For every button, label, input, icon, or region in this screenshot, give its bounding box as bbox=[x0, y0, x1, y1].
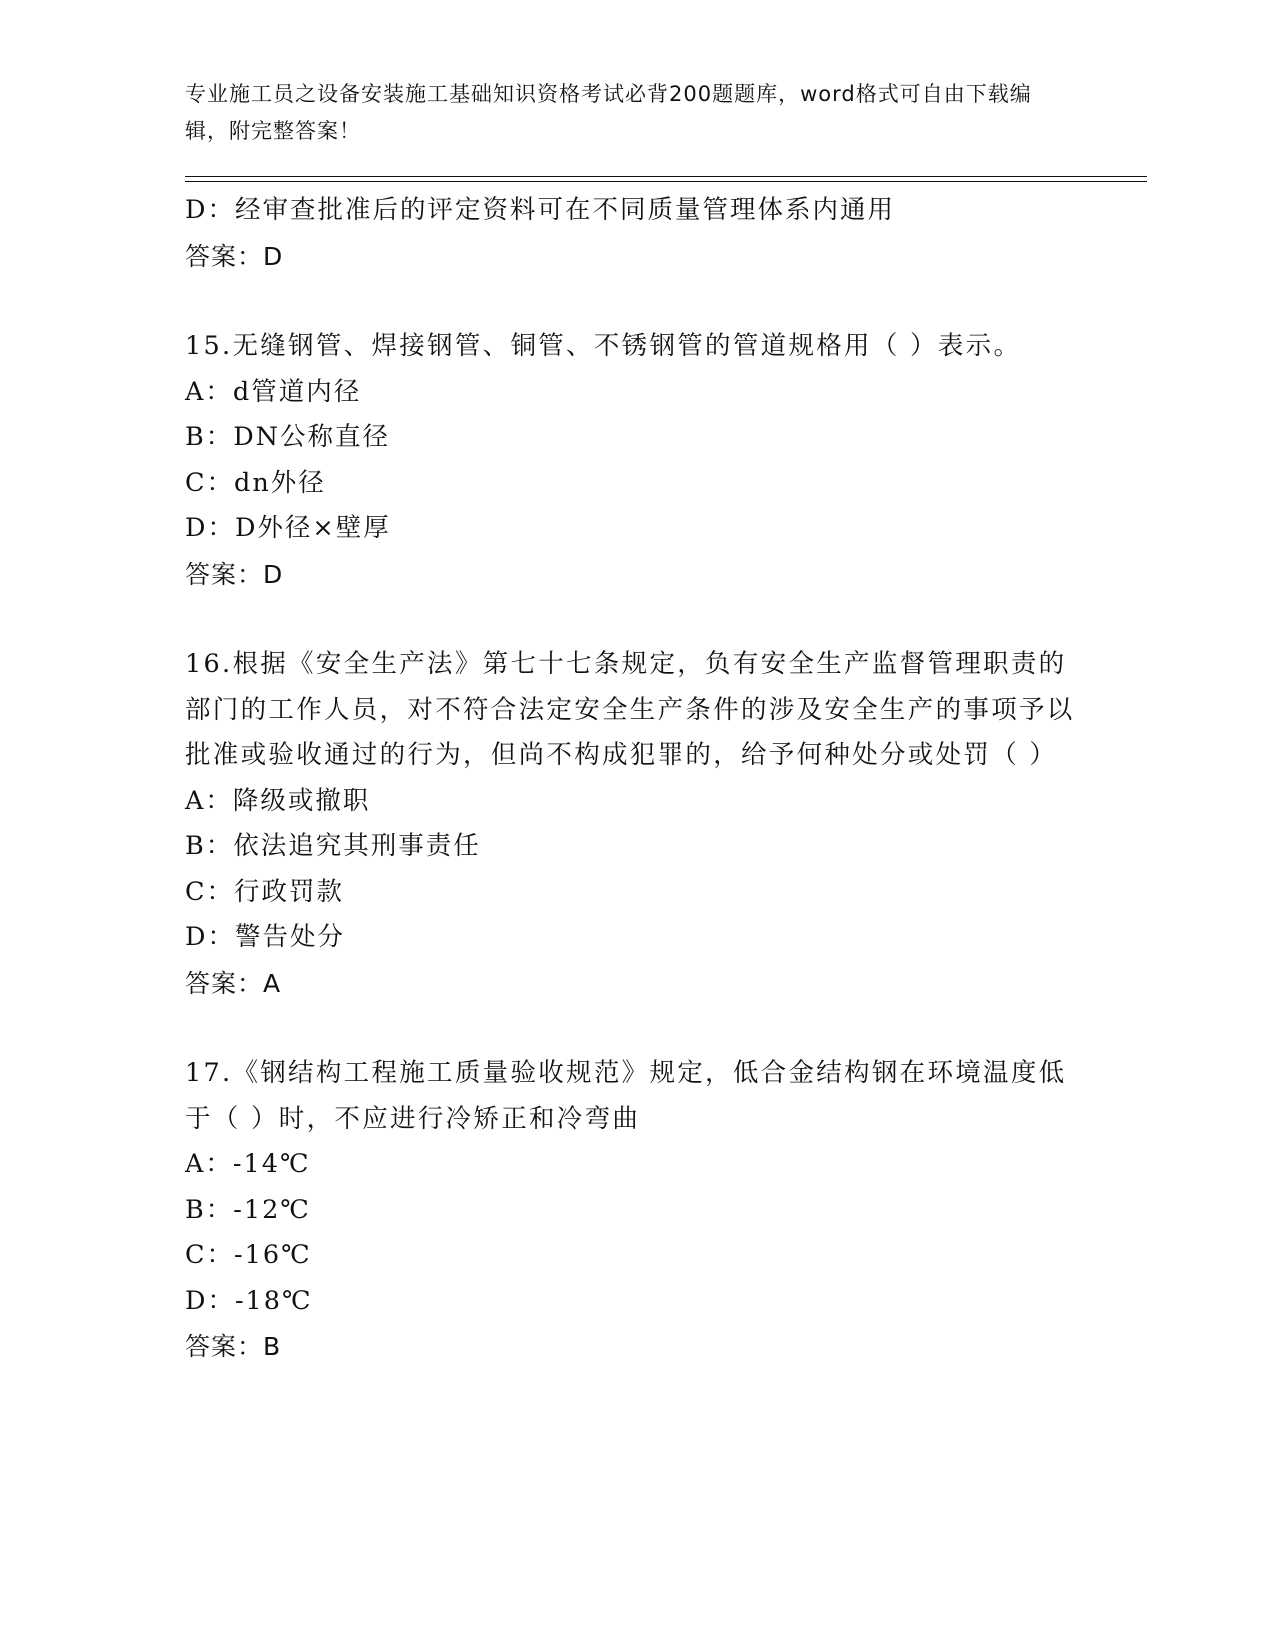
header-rule-top bbox=[185, 176, 1147, 177]
option-b: B：DN公称直径 bbox=[185, 422, 390, 452]
document-header: 专业施工员之设备安装施工基础知识资格考试必背200题题库，word格式可自由下载编辑，附完整答案！ bbox=[185, 82, 1032, 143]
option-d: D：经审查批准后的评定资料可在不同质量管理体系内通用 bbox=[185, 195, 895, 225]
question-15 bbox=[185, 324, 1085, 597]
question-text: 15.无缝钢管、焊接钢管、铜管、不锈钢管的管道规格用（ ）表示。 bbox=[185, 331, 1022, 361]
document-body bbox=[185, 188, 1085, 1370]
option-c: C：-16℃ bbox=[185, 1240, 312, 1270]
option-c: C：行政罚款 bbox=[185, 876, 345, 907]
option-a: A：d管道内径 bbox=[185, 376, 362, 407]
question-17 bbox=[185, 1051, 1085, 1370]
option-a: A：-14℃ bbox=[185, 1149, 311, 1179]
carryover-block bbox=[185, 188, 1085, 279]
option-d: D：警告处分 bbox=[185, 922, 345, 952]
option-b: B：依法追究其刑事责任 bbox=[185, 831, 481, 861]
option-c: C：dn外径 bbox=[185, 467, 326, 498]
header-rule-bottom bbox=[185, 181, 1147, 182]
option-a: A：降级或撤职 bbox=[185, 785, 371, 816]
option-d: D：-18℃ bbox=[185, 1285, 313, 1316]
answer: 答案：B bbox=[185, 1332, 282, 1361]
answer: 答案：D bbox=[185, 559, 284, 589]
question-text: 17.《钢结构工程施工质量验收规范》规定，低合金结构钢在环境温度低于（ ）时，不应进行冷矫正和冷弯曲 bbox=[185, 1058, 1067, 1134]
answer: 答案：D bbox=[185, 241, 284, 271]
option-b: B：-12℃ bbox=[185, 1194, 311, 1225]
option-d: D：D外径×壁厚 bbox=[185, 513, 391, 543]
answer: 答案：A bbox=[185, 968, 282, 998]
question-text: 16.根据《安全生产法》第七十七条规定，负有安全生产监督管理职责的部门的工作人员，对不符合法定安全生产条件的涉及安全生产的事项予以批准或验收通过的行为，但尚不构成犯罪的，给予何种处分或处罚（ ） bbox=[185, 649, 1075, 770]
question-16 bbox=[185, 642, 1085, 1006]
